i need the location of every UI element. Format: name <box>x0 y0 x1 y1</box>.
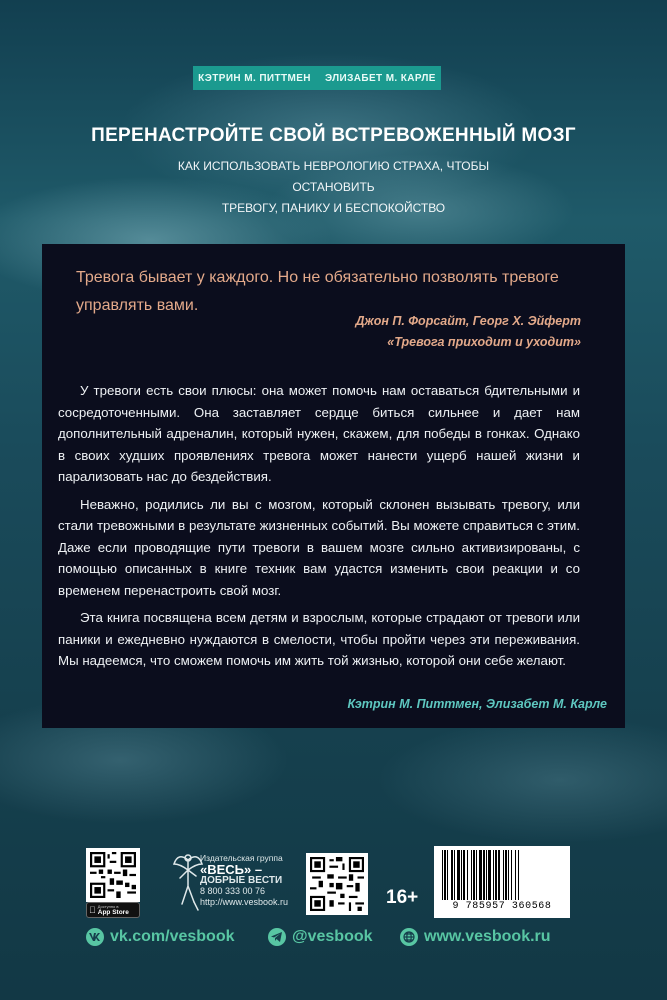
epigraph-text: Тревога бывает у каждого. Но не обязательно позволять тревоге управлять вами. <box>76 269 559 314</box>
author-name-2: ЭЛИЗАБЕТ М. КАРЛЕ <box>324 72 436 84</box>
barcode-icon <box>440 850 564 900</box>
isbn-barcode <box>434 846 570 918</box>
website-link[interactable]: www.vesbook.ru <box>424 928 551 945</box>
appstore-label: App Store <box>91 909 123 916</box>
globe-icon <box>400 928 418 946</box>
publisher-slogan: ДОБРЫЕ ВЕСТИ <box>200 875 283 886</box>
author-name-1: КЭТРИН М. ПИТТМЕН <box>198 72 311 84</box>
authors-bar <box>193 66 441 90</box>
book-title: ПЕРЕНАСТРОЙТЕ СВОЙ ВСТРЕВОЖЕННЫЙ МОЗГ <box>91 125 576 146</box>
publisher-group: Издательская группа <box>200 853 283 863</box>
epigraph-author: Джон П. Форсайт, Георг Х. Эйферт <box>355 314 581 328</box>
publisher-phone: 8 800 333 00 76 <box>200 886 266 896</box>
app-qr-code[interactable] <box>86 848 140 902</box>
qr-code-icon <box>90 852 136 898</box>
app-store-badge[interactable] <box>86 902 140 918</box>
appstore-caption: Доступно в <box>91 904 112 909</box>
vk-link[interactable]: vk.com/vesbook <box>110 928 235 945</box>
isbn-digits: 9 785957 360568 <box>452 901 552 912</box>
annotation-text <box>58 380 580 678</box>
epigraph-attribution <box>355 311 581 353</box>
book-subtitle <box>150 156 517 219</box>
epigraph-source: «Тревога приходит и уходит» <box>387 335 581 349</box>
publisher-url[interactable]: http://www.vesbook.ru <box>200 897 289 907</box>
subtitle-line-2: ТРЕВОГУ, ПАНИКУ И БЕСПОКОЙСТВО <box>221 201 446 215</box>
social-telegram[interactable] <box>268 926 373 948</box>
paragraph: Неважно, родились ли вы с мозгом, который склонен вызывать тревогу, или стали тревожными в результате жизненных событий. Вы можете справиться с этим. Даже если проводящие пути тревоги в вашем мозге сильно активизированы, с помощью описанных в книге техник вам удастся изменить свои реакции и со временем перенастроить свой мозг. <box>58 496 580 598</box>
publisher-name: «ВЕСЬ» – <box>200 862 263 877</box>
subtitle-line-1: КАК ИСПОЛЬЗОВАТЬ НЕВРОЛОГИЮ СТРАХА, ЧТОБЫ ОСТАНОВИТЬ <box>177 159 490 194</box>
social-website[interactable] <box>400 926 551 948</box>
authors-signature: Кэтрин М. Питтмен, Элизабет М. Карле <box>347 697 607 711</box>
telegram-icon <box>268 928 286 946</box>
publisher-info <box>200 853 292 908</box>
qr-code-icon <box>310 857 364 911</box>
apple-icon <box>89 905 96 915</box>
paragraph: У тревоги есть свои плюсы: она может помочь нам оставаться бдительными и сосредоточенными. Она заставляет сердце биться сильнее и дает нам дополнительный адреналин, который нужен, скажем, для победы в гонках. Однако в своих худших проявлениях тревога может нанести ущерб нашей жизни и парализовать нас до бездействия. <box>58 383 580 484</box>
paragraph: Эта книга посвящена всем детям и взрослым, которые страдают от тревоги или паники и ежедневно нуждаются в смелости, чтобы пройти через эти переживания. Мы надеемся, что сможем помочь им жить той жизнью, которой они себе желают. <box>58 610 580 668</box>
age-rating: 16+ <box>386 887 419 908</box>
site-qr-code[interactable] <box>306 853 368 915</box>
social-vk[interactable] <box>86 926 235 948</box>
telegram-link[interactable]: @vesbook <box>292 928 373 945</box>
vk-icon <box>86 928 104 946</box>
